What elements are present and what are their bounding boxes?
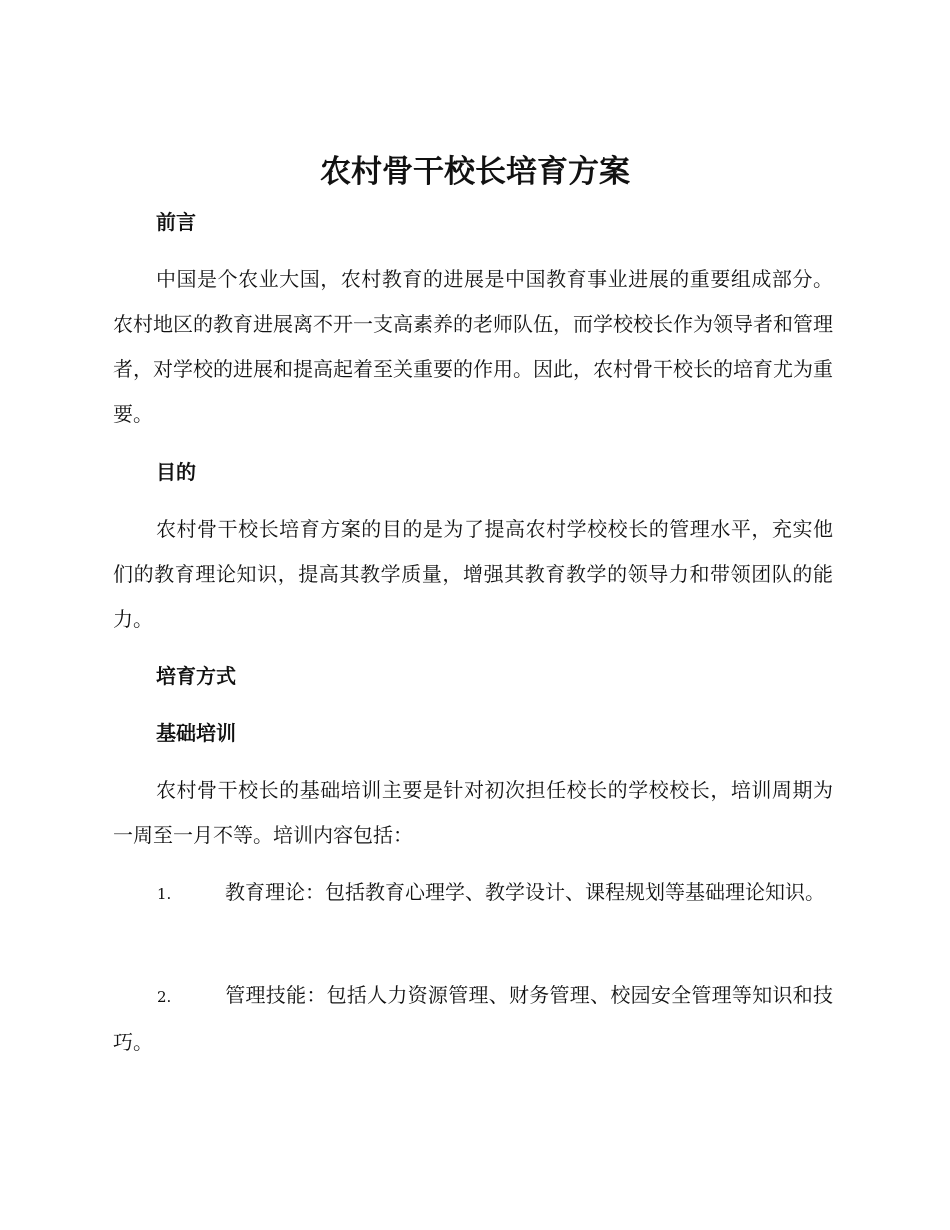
- list-item: [113, 973, 833, 1065]
- list-item: [113, 870, 833, 917]
- paragraph-purpose: 农村骨干校长培育方案的目的是为了提高农村学校校长的管理水平，充实他们的教育理论知识，提高其教学质量，增强其教育教学的领导力和带领团队的能力。: [113, 517, 833, 631]
- section-heading-preface: 前言: [156, 210, 196, 234]
- list-item-text: 管理技能：包括人力资源管理、财务管理、校园安全管理等知识和技巧。: [113, 983, 833, 1054]
- list-item-number: 1.: [157, 885, 172, 903]
- paragraph-preface: 中国是个农业大国，农村教育的进展是中国教育事业进展的重要组成部分。农村地区的教育进展离不开一支高素养的老师队伍，而学校校长作为领导者和管理者，对学校的进展和提高起着至关重要的作用。因此，农村骨干校长的培育尤为重要。: [113, 267, 833, 426]
- section-heading-purpose: 目的: [156, 460, 196, 484]
- list-item-text: 教育理论：包括教育心理学、教学设计、课程规划等基础理论知识。: [225, 880, 825, 904]
- document-title: 农村骨干校长培育方案: [320, 154, 630, 190]
- subsection-heading-basic-training: 基础培训: [156, 721, 236, 745]
- list-item-number: 2.: [157, 988, 172, 1006]
- paragraph-basic-training: 农村骨干校长的基础培训主要是针对初次担任校长的学校校长，培训周期为一周至一月不等。培训内容包括：: [113, 778, 833, 847]
- section-heading-methods: 培育方式: [156, 664, 236, 688]
